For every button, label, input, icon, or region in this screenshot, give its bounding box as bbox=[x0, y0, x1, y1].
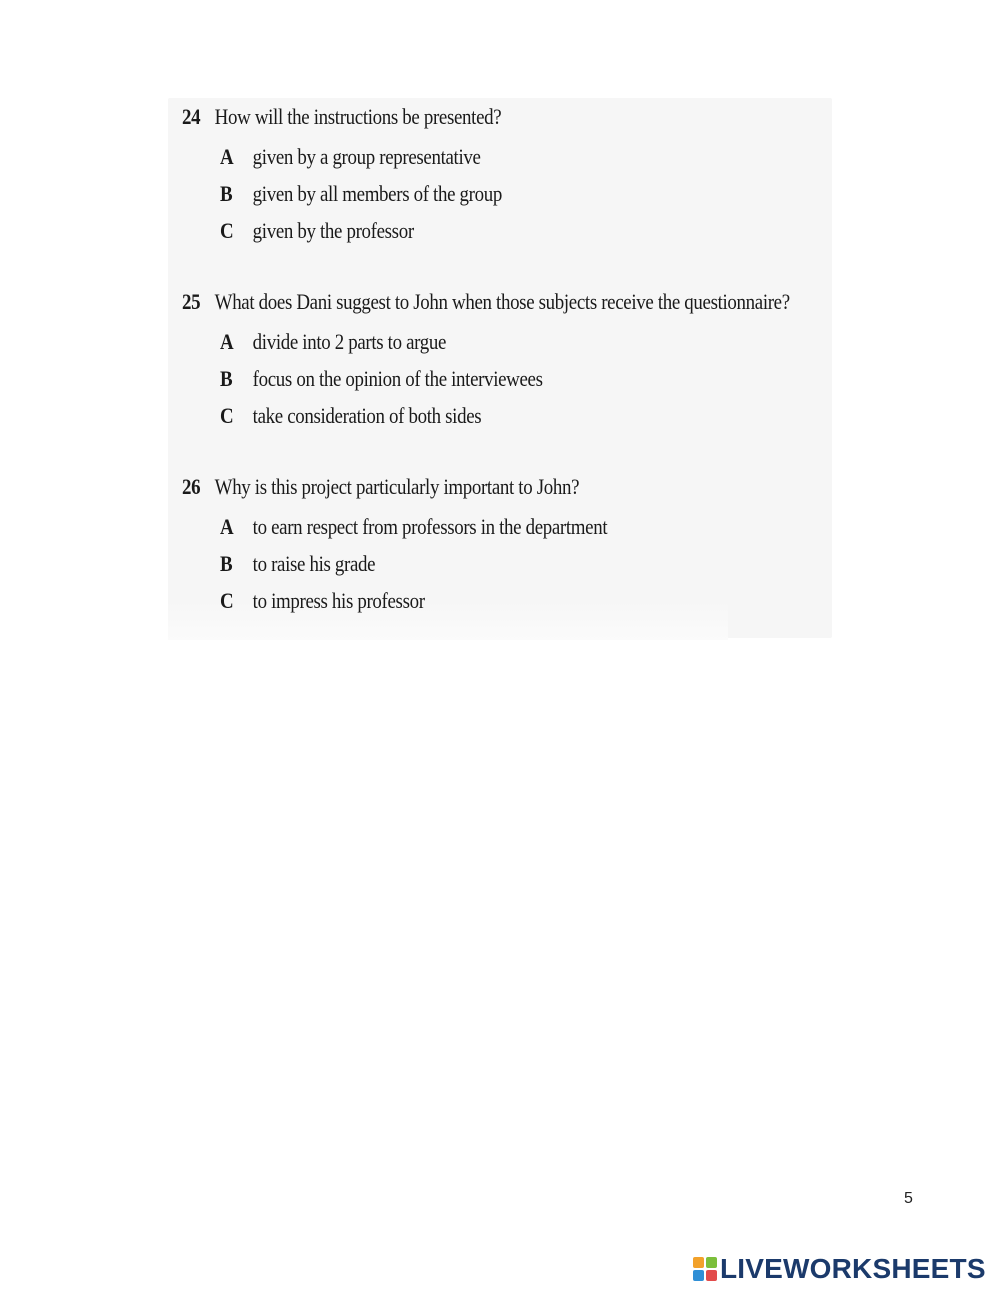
option-a[interactable] bbox=[220, 329, 746, 366]
option-letter: B bbox=[220, 551, 233, 576]
option-c[interactable] bbox=[220, 403, 746, 440]
option-text: to impress his professor bbox=[252, 588, 425, 613]
question-number: 26 bbox=[182, 474, 201, 499]
logo-tile bbox=[693, 1270, 704, 1281]
option-text: take consideration of both sides bbox=[252, 403, 482, 428]
option-text: given by the professor bbox=[252, 218, 414, 243]
option-letter: B bbox=[220, 181, 233, 206]
question-text: Why is this project particularly important to John? bbox=[214, 474, 580, 499]
logo-tile bbox=[706, 1270, 717, 1281]
question-number: 24 bbox=[182, 104, 201, 129]
option-text: focus on the opinion of the interviewees bbox=[252, 366, 543, 391]
option-a[interactable] bbox=[220, 144, 746, 181]
question-number: 25 bbox=[182, 289, 201, 314]
liveworksheets-logo-icon bbox=[693, 1257, 717, 1281]
brand-name: LIVEWORKSHEETS bbox=[720, 1253, 986, 1284]
option-letter: C bbox=[220, 403, 234, 428]
option-b[interactable] bbox=[220, 366, 746, 403]
option-text: to earn respect from professors in the department bbox=[252, 514, 608, 539]
question-text: What does Dani suggest to John when those subjects receive the questionnaire? bbox=[214, 289, 790, 314]
question-24 bbox=[182, 104, 832, 255]
option-letter: A bbox=[220, 144, 234, 169]
option-letter: C bbox=[220, 588, 234, 613]
option-letter: A bbox=[220, 514, 234, 539]
option-letter: B bbox=[220, 366, 233, 391]
option-letter: A bbox=[220, 329, 234, 354]
question-text: How will the instructions be presented? bbox=[214, 104, 502, 129]
option-letter: C bbox=[220, 218, 234, 243]
option-b[interactable] bbox=[220, 551, 746, 588]
option-c[interactable] bbox=[220, 588, 746, 625]
option-list bbox=[220, 144, 832, 255]
option-text: to raise his grade bbox=[252, 551, 376, 576]
option-list bbox=[220, 329, 832, 440]
logo-tile bbox=[706, 1257, 717, 1268]
option-text: given by a group representative bbox=[252, 144, 481, 169]
liveworksheets-brand[interactable] bbox=[693, 1252, 986, 1286]
option-list bbox=[220, 514, 832, 625]
option-c[interactable] bbox=[220, 218, 746, 255]
logo-tile bbox=[693, 1257, 704, 1268]
option-text: given by all members of the group bbox=[252, 181, 502, 206]
option-text: divide into 2 parts to argue bbox=[252, 329, 447, 354]
question-25 bbox=[182, 289, 832, 440]
question-26 bbox=[182, 474, 832, 625]
page-number: 5 bbox=[904, 1190, 913, 1207]
option-b[interactable] bbox=[220, 181, 746, 218]
option-a[interactable] bbox=[220, 514, 746, 551]
